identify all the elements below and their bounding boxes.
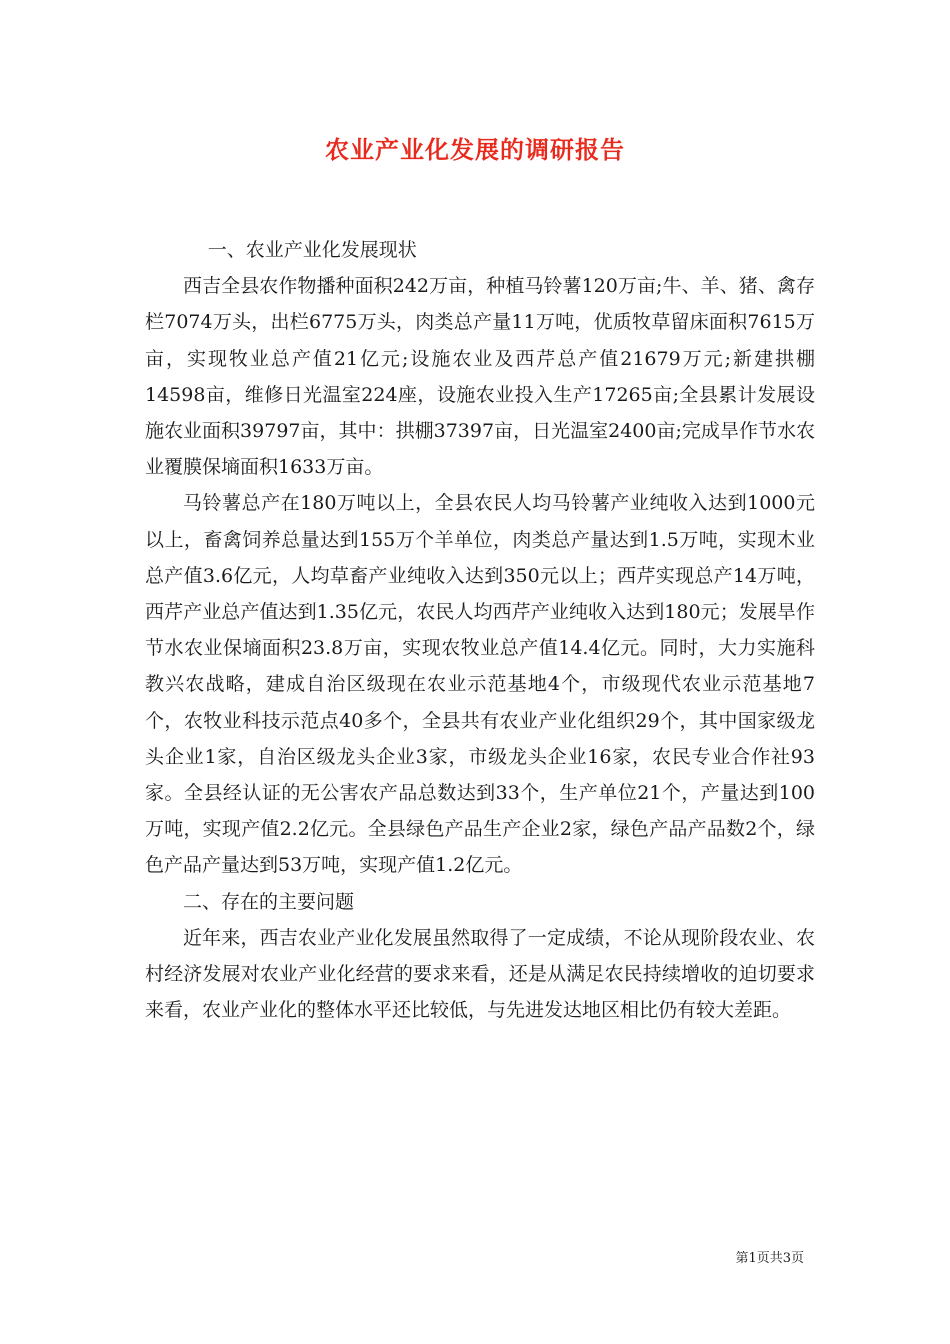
section-heading: 二、存在的主要问题 — [183, 890, 355, 913]
paragraph: 西吉全县农作物播种面积242万亩，种植马铃薯120万亩;牛、羊、猪、禽存栏7074万头，出栏6775万头，肉类总产量11万吨，优质牧草留床面积7615万亩，实现牧业总产值21亿元;设施农业及西芹总产值21679万元;新建拱棚14598亩，维修日光温室224座，设施农业投入生产17265亩;全县累计发展设施农业面积39797亩，其中：拱棚37397亩，日光温室2400亩;完成旱作节水农业覆膜保墒面积1633万亩。 — [145, 275, 815, 479]
document-body — [145, 232, 815, 1028]
paragraph: 马铃薯总产在180万吨以上，全县农民人均马铃薯产业纯收入达到1000元以上，畜禽饲养总量达到155万个羊单位，肉类总产量达到1.5万吨，实现木业总产值3.6亿元，人均草畜产业纯收入达到350元以上；西芹实现总产14万吨，西芹产业总产值达到1.35亿元，农民人均西芹产业纯收入达到180元；发展旱作节水农业保墒面积23.8万亩，实现农牧业总产值14.4亿元。同时，大力实施科教兴农战略，建成自治区级现在农业示范基地4个，市级现代农业示范基地7个，农牧业科技示范点40多个，全县共有农业产业化组织29个，其中国家级龙头企业1家，自治区级龙头企业3家，市级龙头企业16家，农民专业合作社93家。全县经认证的无公害农产品总数达到33个，生产单位21个，产量达到100万吨，实现产值2.2亿元。全县绿色产品生产企业2家，绿色产品产品数2个，绿色产品产量达到53万吨，实现产值1.2亿元。 — [145, 492, 815, 877]
section-heading: 一、农业产业化发展现状 — [207, 239, 417, 261]
paragraph: 近年来，西吉农业产业化发展虽然取得了一定成绩，不论从现阶段农业、农村经济发展对农业产业化经营的要求来看，还是从满足农民持续增收的迫切要求来看，农业产业化的整体水平还比较低，与先进发达地区相比仍有较大差距。 — [145, 926, 815, 1022]
document-title: 农业产业化发展的调研报告 — [325, 135, 625, 164]
page-number: 第1页共3页 — [735, 1251, 804, 1266]
